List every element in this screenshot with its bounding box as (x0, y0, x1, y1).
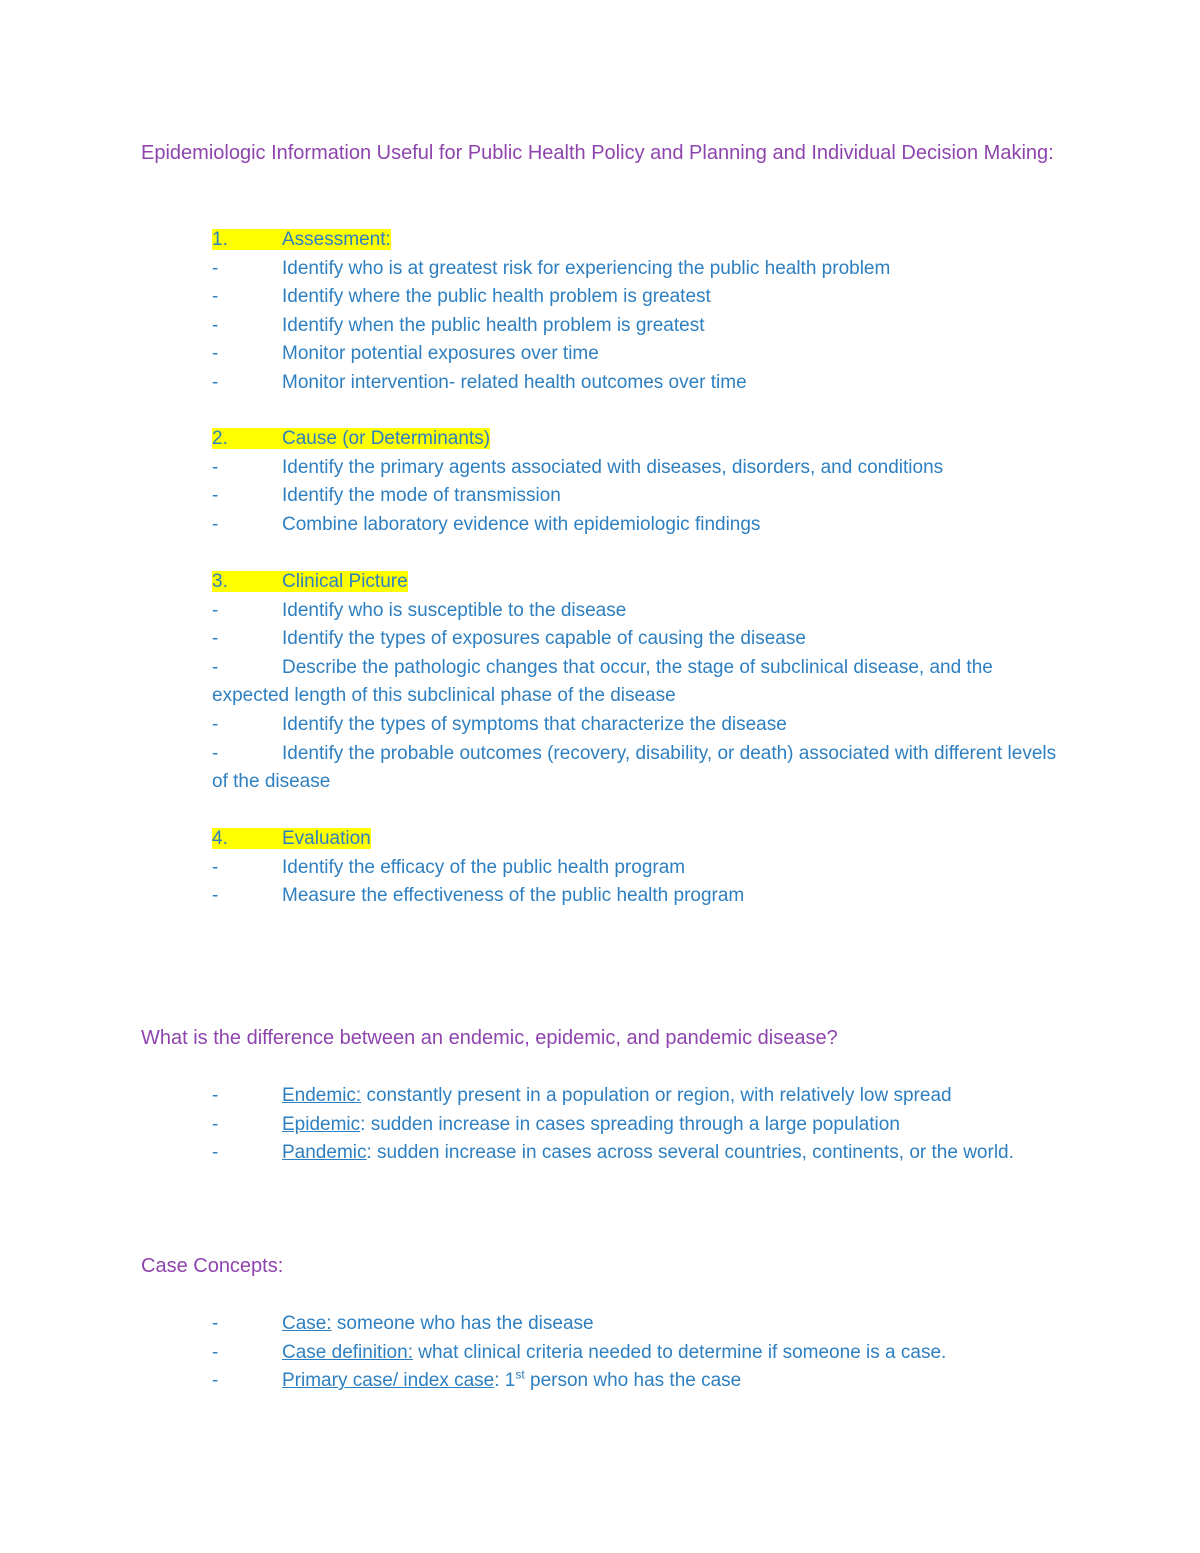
list-item: - Identify the primary agents associated with diseases, disorders, and conditions (212, 456, 944, 478)
list-item: - Epidemic: sudden increase in cases spreading through a large population (212, 1113, 900, 1135)
list-item: - Describe the pathologic changes that occur, the stage of subclinical disease, and the expected length of this subclinical phase of the disease (212, 656, 993, 707)
list-item: - Combine laboratory evidence with epidemiologic findings (212, 513, 761, 535)
list-item: - Identify the types of symptoms that characterize the disease (212, 713, 787, 735)
term-primary-case: Primary case/ index case (282, 1370, 495, 1392)
section-number: 3. (212, 571, 228, 592)
heading-endemic-epidemic-pandemic: What is the difference between an endemic, epidemic, and pandemic disease? (141, 1027, 838, 1049)
section-title-text: Clinical Picture (282, 571, 408, 592)
definitions-list (212, 1082, 1072, 1168)
section-title-text: Evaluation (282, 828, 371, 849)
term-case: Case: (282, 1313, 332, 1334)
list-item: - Endemic: constantly present in a population or region, with relatively low spread (212, 1085, 952, 1106)
list-item: - Measure the effectiveness of the public health program (212, 885, 745, 907)
section-title (212, 825, 1072, 854)
list-item: - Identify when the public health problem is greatest (212, 314, 705, 336)
section-title-text: Assessment: (282, 229, 391, 250)
term-epidemic: Epidemic (282, 1113, 361, 1135)
section-cause (212, 425, 1072, 539)
list-item: - Monitor intervention- related health outcomes over time (212, 371, 747, 393)
list-item: - Primary case/ index case: 1st person who has the case (212, 1367, 742, 1392)
term-case-definition: Case definition: (282, 1341, 413, 1363)
list-item: - Monitor potential exposures over time (212, 343, 599, 365)
list-item: - Identify the types of exposures capable of causing the disease (212, 628, 806, 650)
section-number: 4. (212, 828, 228, 849)
section-assessment (212, 226, 1072, 398)
heading-case-concepts: Case Concepts: (141, 1255, 284, 1277)
list-item: - Identify who is at greatest risk for experiencing the public health problem (212, 257, 891, 279)
list-item: - Identify where the public health problem is greatest (212, 286, 711, 308)
section-number: 1. (212, 229, 228, 250)
section-title (212, 568, 1072, 597)
section-evaluation (212, 825, 1072, 911)
term-pandemic: Pandemic (282, 1142, 367, 1164)
section-title (212, 425, 1072, 454)
heading-epidemiologic-information: Epidemiologic Information Useful for Public Health Policy and Planning and Individual Decision Making: (141, 142, 1054, 164)
section-title (212, 226, 1072, 255)
list-item: - Pandemic: sudden increase in cases across several countries, continents, or the world. (212, 1142, 1014, 1164)
list-item: - Case: someone who has the disease (212, 1313, 594, 1334)
list-item: - Case definition: what clinical criteria needed to determine if someone is a case. (212, 1341, 947, 1363)
section-clinical-picture (212, 568, 1072, 797)
case-concepts-list (212, 1310, 1072, 1396)
term-endemic: Endemic: (282, 1085, 362, 1106)
list-item: - Identify the probable outcomes (recovery, disability, or death) associated with different levels of the disease (212, 742, 1057, 793)
section-title-text: Cause (or Determinants) (282, 428, 491, 449)
list-item: - Identify who is susceptible to the disease (212, 599, 627, 621)
list-item: - Identify the mode of transmission (212, 485, 561, 507)
list-item: - Identify the efficacy of the public health program (212, 856, 686, 878)
section-number: 2. (212, 428, 228, 449)
